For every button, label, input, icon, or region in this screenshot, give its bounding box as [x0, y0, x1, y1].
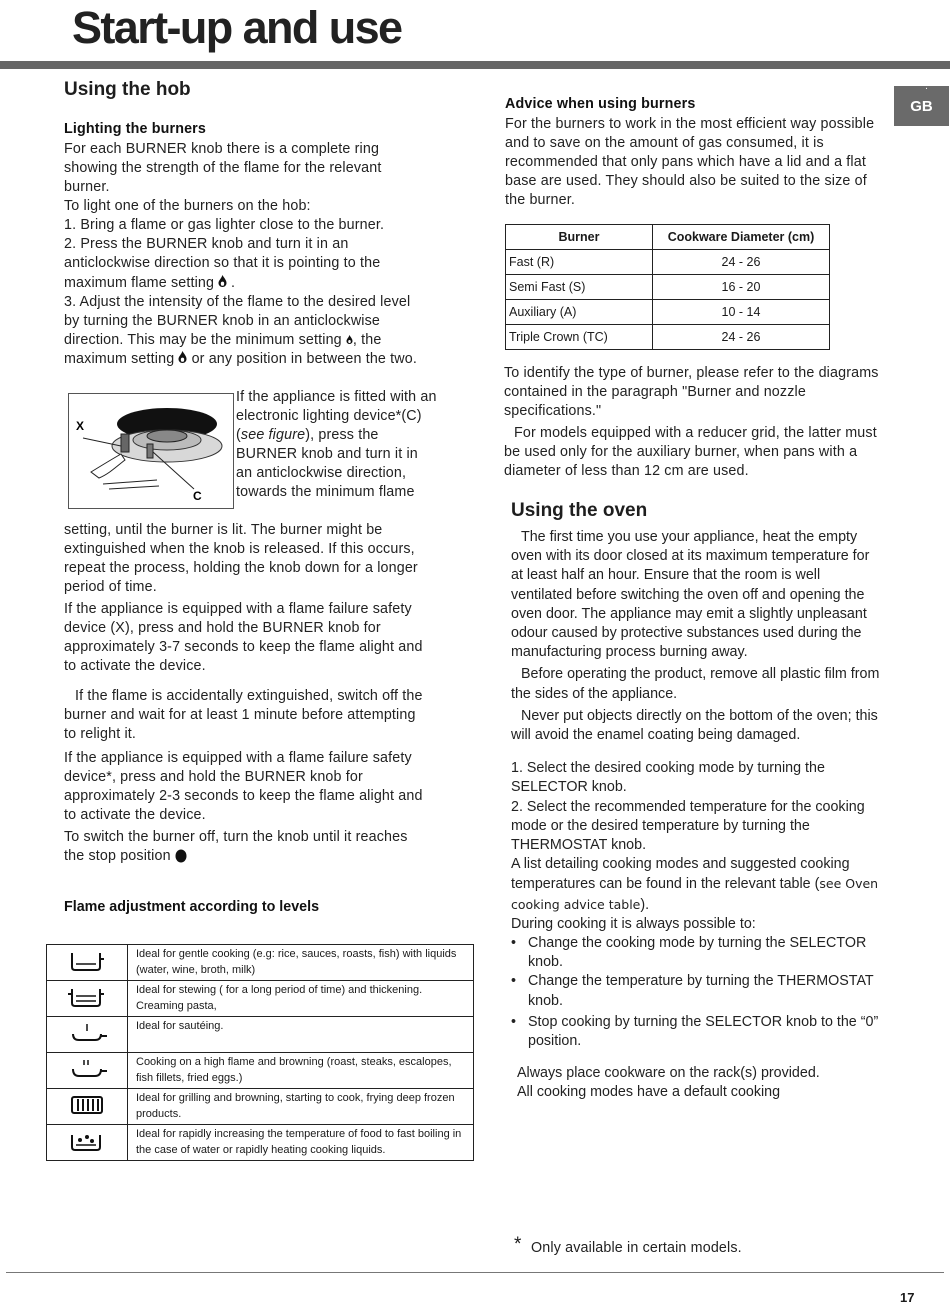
table-header-row: [506, 225, 830, 250]
oven-heading: Using the oven: [511, 500, 648, 521]
table-row: Fast (R) 24 - 26: [506, 250, 830, 275]
table-row: [47, 1089, 474, 1125]
footer-rule: [6, 1272, 944, 1273]
hob-burner-figure: [68, 393, 234, 509]
advice-section: [505, 95, 877, 210]
title-rule: [0, 61, 950, 69]
oven-during: During cooking it is always possible to:: [511, 915, 756, 932]
table-row: Auxiliary (A) 10 - 14: [506, 300, 830, 325]
flame-extinguished: If the flame is accidentally extinguished, switch off the burner and wait for at least 1 minute before attempting to relight it.: [64, 688, 423, 742]
flame-level-text: Ideal for rapidly increasing the temperature of food to fast boiling in the case of water or rapidly heating cooking liquids.: [128, 1125, 474, 1161]
grill-icon: [47, 1089, 128, 1125]
list-item: • Change the cooking mode by turning the SELECTOR knob.: [511, 934, 885, 972]
burner-identify-section: [504, 364, 884, 481]
step-3: 3. Adjust the intensity of the flame to the desired level by turning the BURNER knob in an anticlockwise direction. This may be the minimum setting , the maximum setting or any position in between the two.: [64, 294, 417, 367]
oven-all-modes: All cooking modes have a default cooking: [517, 1084, 781, 1101]
flame-level-text: Cooking on a high flame and browning (roast, steaks, escalopes, fish fillets, fried eggs.): [128, 1053, 474, 1089]
flame-level-text: Ideal for stewing ( for a long period of time) and thickening. Creaming pasta,: [128, 981, 474, 1017]
oven-list-text: A list detailing cooking modes and suggested cooking temperatures can be found in the relevant table (see Oven cooking advice table).: [511, 856, 879, 913]
simmer-pot-icon: [47, 945, 128, 981]
oven-first-time: The first time you use your appliance, heat the empty oven with its door closed at its maximum temperature for at least half an hour. Ensure that the room is well ventilated before switching the oven off and opening the oven door. The appliance may emit a slightly unpleasant odour caused by protective substances used during the manufacturing process burning away.: [511, 529, 870, 661]
flame-adjustment-heading: Flame adjustment according to levels: [64, 899, 320, 915]
flame-failure-2: If the appliance is equipped with a flame failure safety device*, press and hold the BURNER knob for approximately 2-3 seconds to keep the flame alight and to activate the device.: [64, 750, 423, 823]
oven-section: [511, 528, 885, 1103]
burner-cookware-table: [505, 224, 830, 350]
to-light-text: To light one of the burners on the hob:: [64, 198, 311, 214]
page-title: Start-up and use: [72, 2, 402, 53]
identify-text: To identify the type of burner, please refer to the diagrams contained in the paragraph "Burner and nozzle specifications.": [504, 365, 879, 419]
table-row: Semi Fast (S) 16 - 20: [506, 275, 830, 300]
oven-plastic: Before operating the product, remove all plastic film from the sides of the appliance.: [511, 666, 880, 702]
column-header: Burner: [506, 225, 653, 250]
oven-select-1: 1. Select the desired cooking mode by turning the SELECTOR knob.: [511, 760, 825, 796]
flame-level-text: Ideal for sautéing.: [128, 1017, 474, 1053]
table-row: [47, 1017, 474, 1053]
boiling-pot-icon: [47, 1125, 128, 1161]
hob-heading: Using the hob: [64, 79, 191, 100]
lighting-heading: Lighting the burners: [64, 121, 206, 137]
flame-level-text: Ideal for grilling and browning, starting to cook, frying deep frozen products.: [128, 1089, 474, 1125]
step-2: 2. Press the BURNER knob and turn it in an anticlockwise direction so that it is pointing to the maximum flame setting .: [64, 236, 381, 291]
figure-label-c: C: [193, 489, 202, 503]
max-flame-icon: [218, 275, 231, 290]
list-item: • Stop cooking by turning the SELECTOR knob to the “0” position.: [511, 1013, 885, 1051]
stew-pot-icon: [47, 981, 128, 1017]
table-row: Triple Crown (TC) 24 - 26: [506, 325, 830, 350]
table-row: [47, 945, 474, 981]
electronic-lighting-text: If the appliance is fitted with an electronic lighting device*(C) (see figure), press the BURNER knob and turn it in an anticlockwise direction, towards the minimum flame: [236, 389, 437, 500]
lighting-section: [64, 120, 422, 369]
footnote-text: Only available in certain models.: [531, 1240, 742, 1256]
min-flame-icon: [346, 332, 353, 348]
list-item: • Change the temperature by turning the THERMOSTAT knob.: [511, 972, 885, 1010]
oven-never: Never put objects directly on the bottom of the oven; this will avoid the enamel coating being damaged.: [511, 707, 878, 744]
reducer-text: For models equipped with a reducer grid, the latter must be used only for the auxiliary burner, when pans with a diameter of less than 12 cm are used.: [504, 425, 877, 479]
flame-levels-table: [46, 944, 474, 1161]
column-header: Cookware Diameter (cm): [653, 225, 830, 250]
table-row: [47, 981, 474, 1017]
saute-pan-icon: [47, 1017, 128, 1053]
step-1: 1. Bring a flame or gas lighter close to the burner.: [64, 217, 385, 233]
oven-always: Always place cookware on the rack(s) provided.: [517, 1065, 820, 1082]
lighting-intro: For each BURNER knob there is a complete ring showing the strength of the flame for the relevant burner.: [64, 141, 382, 195]
advice-heading: Advice when using burners: [505, 96, 696, 112]
language-tab-dots: ⋮: [922, 80, 931, 90]
oven-select-2: 2. Select the recommended temperature for the cooking mode or the desired temperature by turning the THERMOSTAT knob.: [511, 798, 865, 854]
footnote-star: *: [514, 1234, 522, 1255]
switch-off-text: To switch the burner off, turn the knob until it reaches the stop position: [64, 829, 408, 864]
flame-failure-1: If the appliance is equipped with a flame failure safety device (X), press and hold the BURNER knob for approximately 3-7 seconds to keep the flame alight and to activate the device.: [64, 601, 423, 674]
browning-pan-icon: [47, 1053, 128, 1089]
stop-position-icon: [175, 848, 187, 864]
electronic-lighting-continued: setting, until the burner is lit. The burner might be extinguished when the knob is released. If this occurs, repeat the process, holding the knob down for a longer period of time. If the appliance is equipped with a flame failure safety device (X), press and hold the BURNER knob for approximately 3-7 seconds to keep the flame alight and to activate the device. If the flame is accidentally extinguished, switch off the burner and wait for at least 1 minute before attempting to relight it. If the appliance is equipped with a flame failure safety device*, press and hold the BURNER knob for approximately 2-3 seconds to keep the flame alight and to activate the device. To switch the burner off, turn the knob until it reaches the stop position: [64, 522, 423, 864]
language-tab: GB: [894, 86, 949, 126]
flame-level-text: Ideal for gentle cooking (e.g: rice, sauces, roasts, fish) with liquids (water, wine, broth, milk): [128, 945, 474, 981]
page-number: 17: [900, 1290, 915, 1305]
advice-text: For the burners to work in the most efficient way possible and to save on the amount of gas consumed, it is recommended that only pans which have a lid and a flat base are used. They should also be suited to the size of the burner.: [505, 116, 875, 208]
oven-advice-link: see Oven cooking advice table: [511, 876, 879, 912]
table-row: [47, 1125, 474, 1161]
figure-label-x: X: [76, 419, 85, 433]
table-row: [47, 1053, 474, 1089]
oven-bullet-list: [511, 934, 885, 1051]
max-flame-icon: [178, 351, 187, 367]
